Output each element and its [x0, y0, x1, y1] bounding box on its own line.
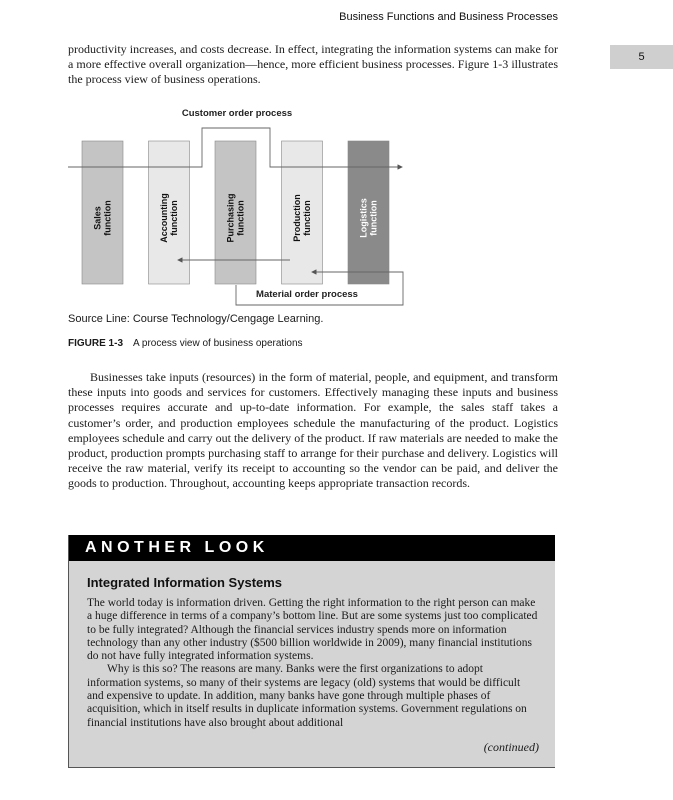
sidebar-paragraph: Why is this so? The reasons are many. Banks were the first organizations to adopt information systems, so many of their systems are legacy (old) systems that would be difficult and expensive to update. In addition, many banks have gone through multiple phases of acquisition, which in itself results in duplicate information systems. Government regulations on financial institutions have also brought about additional [87, 663, 527, 729]
sales-function-label: Salesfunction [92, 200, 113, 236]
body-paragraph: Businesses take inputs (resources) in the form of material, people, and equipment, and transform these inputs into goods and services for customers. Effectively managing these inputs and business processes requires accurate and up-to-date information. For example, the sales staff takes a customer’s order, and production employees schedule the manufacturing of the product. Logistics employees schedule and carry out the delivery of the product. If raw materials are needed to make the product, production prompts purchasing staff to arrange for their purchase and delivery. Logistics will receive the raw material, verify its receipt to accounting so the vendor can be paid, and deliver the goods to production. Throughout, accounting keeps appropriate transaction records. [68, 370, 558, 491]
accounting-function-label: Accountingfunction [159, 193, 179, 243]
production-function-label: Productionfunction [292, 194, 312, 242]
another-look-header: ANOTHER LOOK [69, 535, 555, 561]
material-order-process-label: Material order process [256, 289, 358, 300]
figure-label: FIGURE 1-3 [68, 338, 124, 349]
sidebar-paragraph: The world today is information driven. Getting the right information to the right person can make a huge difference in terms of a company’s bottom line. But are some systems just too complicated to be fully integrated? Although the financial services industry spends more on information technology than any other industry ($500 billion worldwide in 2009), many financial institutions do not have fully integrated information systems. [87, 597, 538, 663]
running-header: Business Functions and Business Processes [339, 11, 558, 23]
purchasing-function-label: Purchasingfunction [225, 193, 246, 243]
another-look-box [68, 535, 555, 768]
sidebar-title: Integrated Information Systems [87, 575, 283, 590]
continued-note: (continued) [483, 740, 539, 754]
figure-caption-text: A process view of business operations [133, 338, 303, 349]
figure-caption [68, 338, 303, 349]
logistics-function-label: Logisticsfunction [358, 198, 379, 238]
customer-order-process-label: Customer order process [181, 108, 293, 119]
process-diagram [60, 100, 420, 310]
source-line: Source Line: Course Technology/Cengage Learning. [68, 313, 324, 325]
sidebar-body [87, 597, 539, 730]
intro-paragraph: productivity increases, and costs decrease. In effect, integrating the information systems can make for a more effective overall organization—hence, more efficient business processes. Figure 1-3 illustrates the process view of business operations. [68, 42, 558, 87]
page-number-tab: 5 [610, 45, 673, 69]
